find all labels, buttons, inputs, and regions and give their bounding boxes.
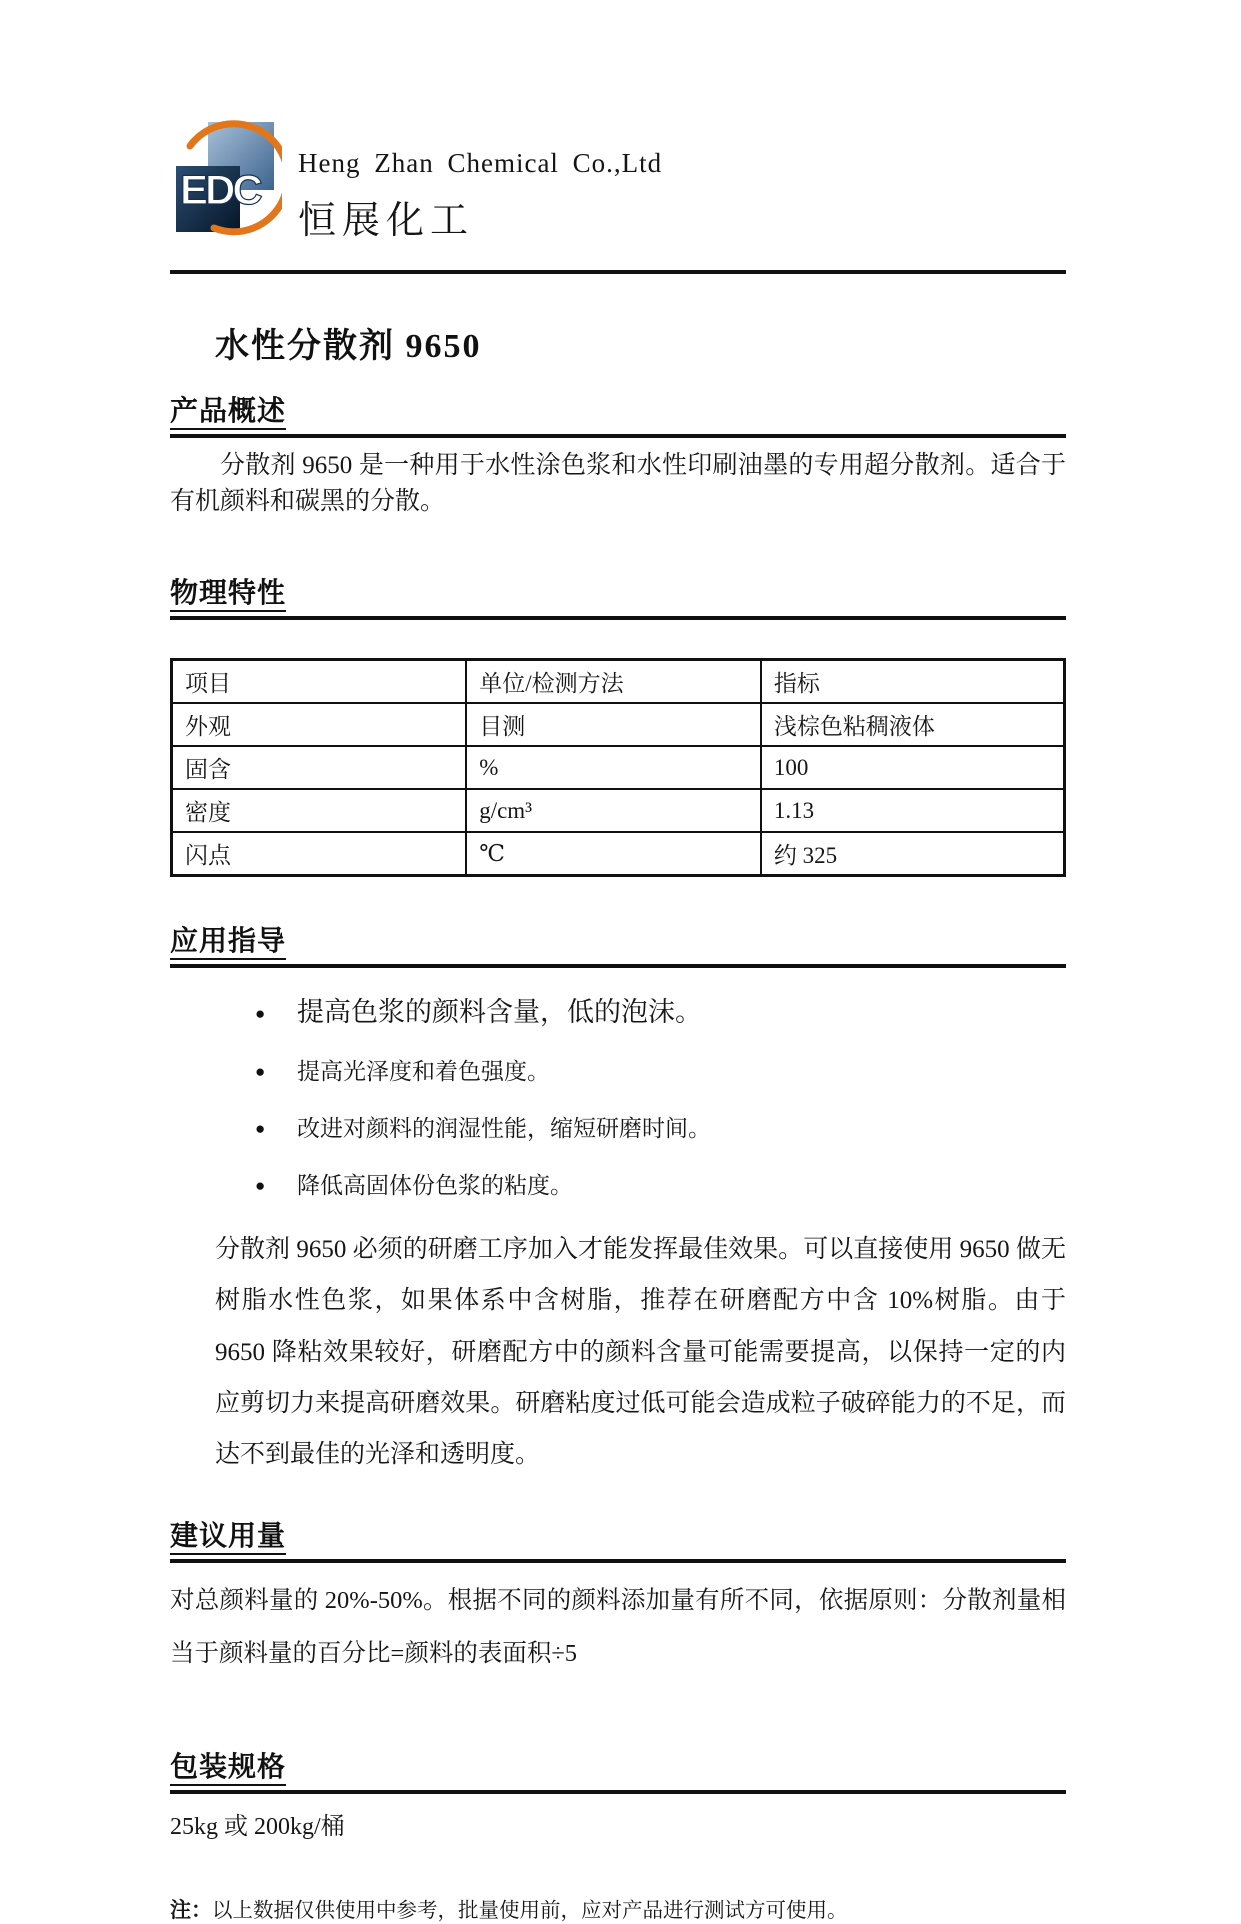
document-page bbox=[170, 0, 1066, 1924]
table-header-row bbox=[172, 660, 1065, 704]
physical-properties-table bbox=[170, 658, 1066, 877]
table-cell: 闪点 bbox=[172, 832, 467, 876]
section-heading-packaging: 包装规格 bbox=[170, 1745, 1066, 1794]
list-item: ● 提高光泽度和着色强度。 bbox=[255, 1059, 550, 1084]
company-name-en: Heng Zhan Chemical Co.,Ltd bbox=[298, 148, 663, 178]
table-cell: 约 325 bbox=[761, 832, 1065, 876]
table-cell: 密度 bbox=[172, 789, 467, 832]
table-cell: 目测 bbox=[466, 703, 761, 746]
footnote bbox=[170, 1893, 1066, 1924]
table-cell: 固含 bbox=[172, 746, 467, 789]
list-item: ● 提高色浆的颜料含量，低的泡沫。 bbox=[255, 997, 702, 1027]
table-cell: 1.13 bbox=[761, 789, 1065, 832]
table-cell: g/cm³ bbox=[466, 789, 761, 832]
bullet-icon: ● bbox=[255, 1004, 266, 1023]
overview-body: 分散剂 9650 是一种用于水性涂色浆和水性印刷油墨的专用超分散剂。适合于有机颜料和碳黑的分散。 bbox=[170, 452, 1066, 515]
section-heading-physical: 物理特性 bbox=[170, 571, 1066, 620]
table-cell: ℃ bbox=[466, 832, 761, 876]
section-heading-dosage: 建议用量 bbox=[170, 1514, 1066, 1563]
table-header-spec: 指标 bbox=[761, 660, 1065, 704]
dosage-body: 对总颜料量的 20%-50%。根据不同的颜料添加量有所不同，依据原则：分散剂量相当于颜料量的百分比=颜料的表面积÷5 bbox=[170, 1587, 1066, 1667]
section-heading-application: 应用指导 bbox=[170, 919, 1066, 968]
bullet-icon: ● bbox=[255, 1062, 266, 1081]
footnote-text: 以上数据仅供使用中参考，批量使用前，应对产品进行测试方可使用。 bbox=[212, 1899, 848, 1922]
list-item: ● 降低高固体份色浆的粘度。 bbox=[255, 1173, 573, 1198]
table-header-unit: 单位/检测方法 bbox=[466, 660, 761, 704]
header-divider bbox=[170, 270, 1066, 274]
company-block bbox=[298, 112, 662, 244]
table-cell: 外观 bbox=[172, 703, 467, 746]
table-cell: 100 bbox=[761, 746, 1065, 789]
table-row bbox=[172, 832, 1065, 876]
table-row bbox=[172, 789, 1065, 832]
bullet-icon: ● bbox=[255, 1119, 266, 1138]
packaging-body: 25kg 或 200kg/桶 bbox=[170, 1813, 345, 1840]
application-body: 分散剂 9650 必须的研磨工序加入才能发挥最佳效果。可以直接使用 9650 做无树脂水性色浆，如果体系中含树脂，推荐在研磨配方中含 10%树脂。由于 9650 降粘效果较好，研磨配方中的颜料含量可能需要提高，以保持一定的内应剪切力来提高研磨效果。研磨粘度过低可能会造成粒子破碎能力的不足，而达不到最佳的光泽和透明度。 bbox=[215, 1236, 1066, 1468]
page-title: 水性分散剂 9650 bbox=[215, 328, 482, 365]
application-bullet-list bbox=[255, 990, 1066, 1200]
bullet-icon: ● bbox=[255, 1176, 266, 1195]
footnote-label: 注： bbox=[170, 1897, 212, 1922]
section-heading-overview: 产品概述 bbox=[170, 389, 1066, 438]
table-header-item: 项目 bbox=[172, 660, 467, 704]
logo-text: EDC bbox=[180, 166, 260, 213]
table-row bbox=[172, 703, 1065, 746]
letterhead bbox=[170, 112, 1066, 244]
table-cell: % bbox=[466, 746, 761, 789]
table-row bbox=[172, 746, 1065, 789]
company-name-cn: 恒展化工 bbox=[298, 200, 475, 242]
table-cell: 浅棕色粘稠液体 bbox=[761, 703, 1065, 746]
list-item: ● 改进对颜料的润湿性能，缩短研磨时间。 bbox=[255, 1116, 711, 1141]
edc-logo-icon bbox=[170, 112, 282, 240]
